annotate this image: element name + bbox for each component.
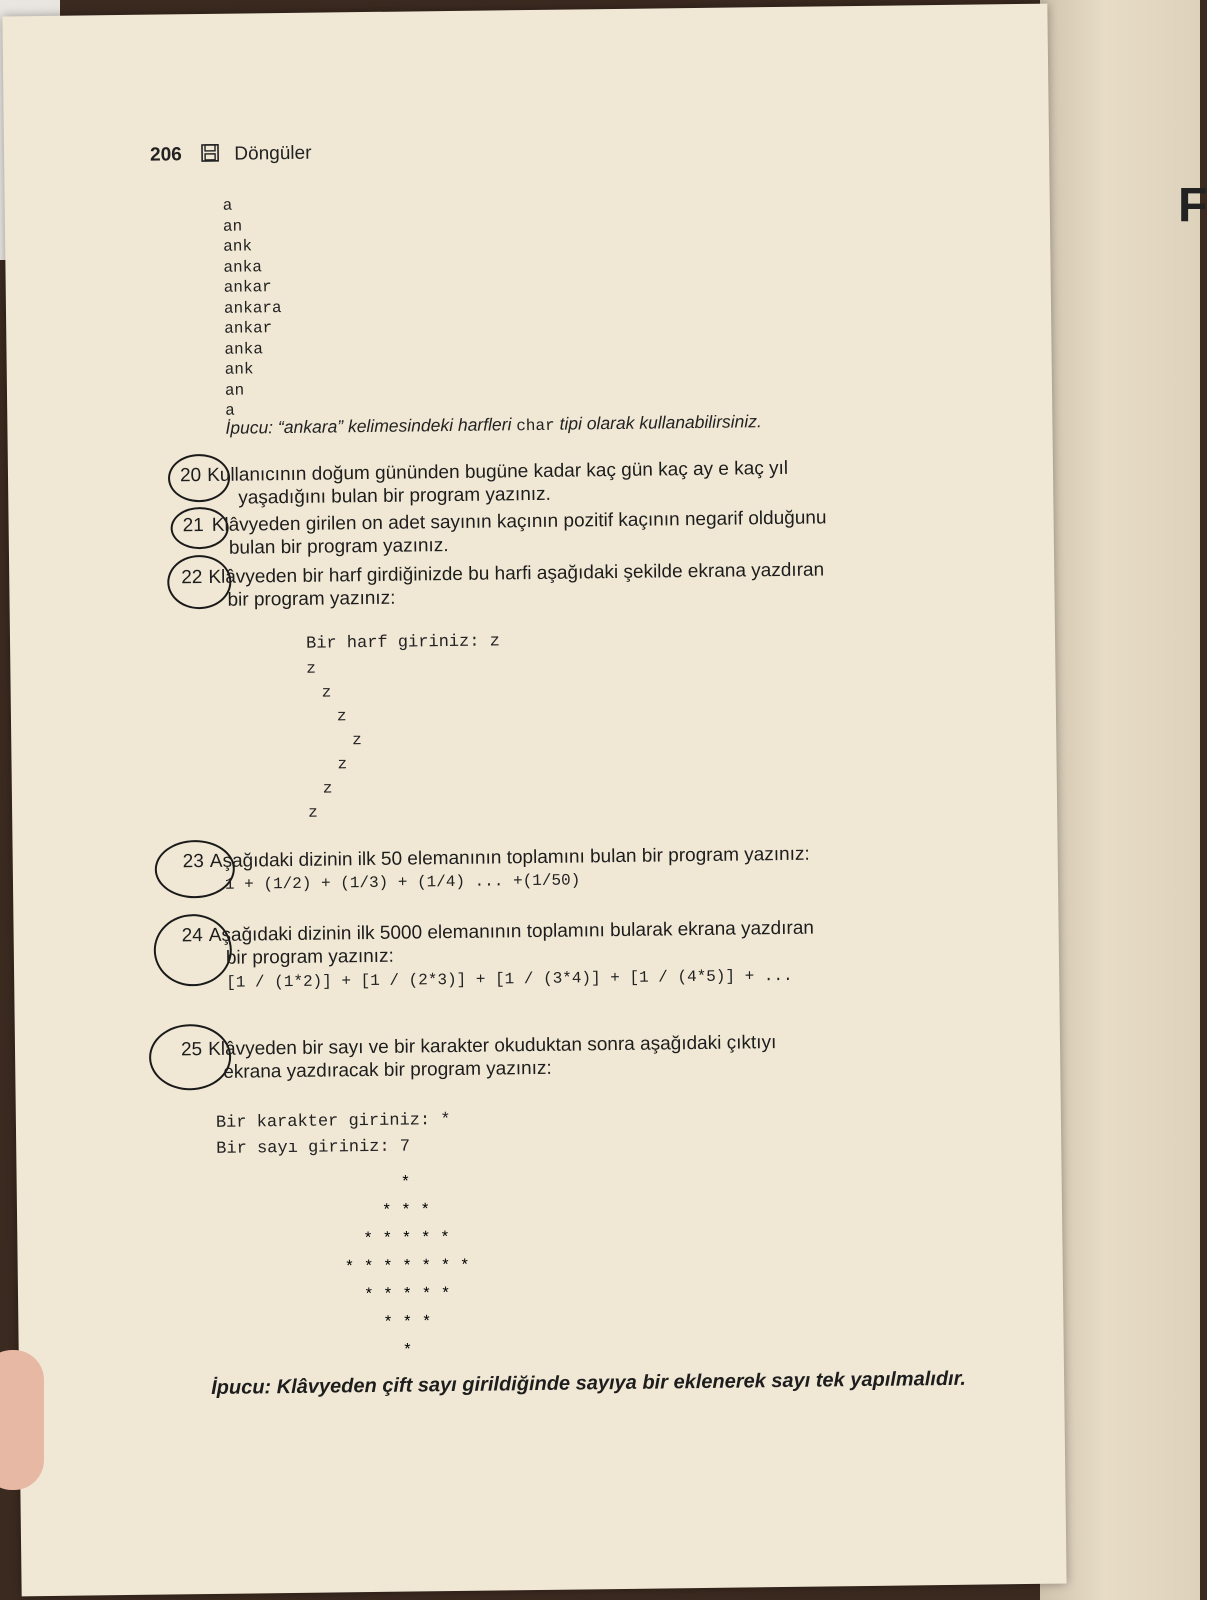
- pattern-char: z: [308, 803, 318, 822]
- exercise-number: 23: [182, 851, 204, 873]
- star-row: * * *: [383, 1313, 432, 1332]
- floppy-disk-icon: [201, 144, 219, 168]
- prompt-character: Bir karakter giriniz: *: [215, 1111, 451, 1133]
- exercise-text-2: yaşadığını bulan bir program yazınız.: [238, 483, 552, 509]
- next-page-letters: F: [1178, 179, 1207, 232]
- exercise-number: 24: [181, 925, 203, 947]
- output-line: a: [225, 401, 235, 420]
- star-diamond: [325, 1172, 525, 1360]
- exercise-number: 21: [182, 515, 204, 537]
- output-line: ankara: [223, 298, 282, 318]
- output-line: ank: [224, 360, 254, 379]
- book-page: [2, 4, 1066, 1597]
- exercise-text: Aşağıdaki dizinin ilk 50 elemanının toplamını bulan bir program yazınız:: [209, 843, 810, 872]
- exercise-text-2: ekrana yazdıracak bir program yazınız:: [223, 1057, 552, 1083]
- hint-text: “ankara” kelimesindeki harfleri: [272, 414, 517, 438]
- exercise-number: 20: [179, 465, 202, 487]
- exercise-text-2: bir program yazınız:: [227, 587, 396, 611]
- formula-23: 1 + (1/2) + (1/3) + (1/4) ... +(1/50): [224, 871, 581, 894]
- output-line: ank: [223, 237, 253, 256]
- prompt-number: Bir sayı giriniz: 7: [216, 1137, 411, 1159]
- exercise-20: [180, 457, 789, 510]
- exercise-number: 25: [180, 1039, 203, 1061]
- output-line: an: [222, 217, 243, 236]
- output-line: anka: [224, 339, 263, 359]
- hint-label: İpucu:: [211, 1376, 272, 1399]
- star-row: *: [402, 1341, 413, 1360]
- hint-ankara: [225, 411, 762, 439]
- chapter-title: Döngüler: [234, 142, 312, 165]
- pattern-char: z: [336, 707, 347, 726]
- exercise-text: Klâvyeden girilen on adet sayının kaçının pozitif kaçının negarif olduğunu: [211, 507, 827, 536]
- output-line: ankar: [224, 319, 273, 338]
- exercise-23: [183, 843, 810, 874]
- pattern-char: z: [321, 683, 332, 702]
- exercise-text: Klâvyeden bir sayı ve bir karakter okuduktan sonra aşağıdaki çıktıyı: [208, 1032, 777, 1061]
- formula-24: [1 / (1*2)] + [1 / (2*3)] + [1 / (3*4)] + [1 / (4*5)] + ...: [226, 966, 793, 992]
- star-row: *: [400, 1173, 411, 1192]
- output-line: ankar: [223, 278, 272, 297]
- star-row: * * * * * * *: [344, 1256, 470, 1277]
- exercise-text-2: bir program yazınız:: [225, 945, 394, 969]
- ankara-output: [223, 195, 283, 421]
- star-row: * * *: [381, 1201, 431, 1220]
- output-line: anka: [223, 257, 262, 277]
- page-number: 206: [149, 144, 182, 166]
- hint-text-end: tipi olarak kullanabilirsiniz.: [554, 411, 762, 434]
- pattern-char: z: [352, 731, 362, 750]
- pattern-char: z: [306, 659, 317, 678]
- star-row: * * * * *: [363, 1229, 450, 1249]
- exercise-text: Kullanıcının doğum gününden bugüne kadar kaç gün kaç ay e kaç yıl: [207, 457, 789, 486]
- pattern-char: z: [337, 755, 348, 774]
- exercise-25: [181, 1031, 777, 1084]
- exercise-21: [182, 506, 826, 560]
- hint-code: char: [516, 416, 555, 436]
- exercise-22: [181, 558, 824, 612]
- star-row: * * * * *: [363, 1285, 451, 1305]
- page-header: [150, 143, 312, 169]
- prompt-letter: Bir harf giriniz: z: [305, 632, 501, 654]
- exercise-text: Klâvyeden bir harf girdiğinizde bu harfi aşağıdaki şekilde ekrana yazdıran: [208, 559, 825, 588]
- hint-label: İpucu:: [225, 417, 274, 438]
- exercise-number: 22: [181, 567, 203, 589]
- thumb: [0, 1350, 44, 1490]
- output-line: an: [224, 381, 245, 400]
- hint-text: Klâvyeden çift sayı girildiğinde sayıya bir eklenerek sayı tek yapılmalıdır.: [271, 1367, 967, 1399]
- exercise-24: [181, 917, 814, 971]
- output-line: a: [222, 196, 233, 215]
- exercise-text: Aşağıdaki dizinin ilk 5000 elemanının toplamını bularak ekrana yazdıran: [208, 917, 815, 946]
- pattern-char: z: [322, 779, 333, 798]
- exercise-text-2: bulan bir program yazınız.: [228, 535, 449, 559]
- next-page-edge: [1040, 0, 1200, 1600]
- hint-odd-number: [211, 1363, 1091, 1402]
